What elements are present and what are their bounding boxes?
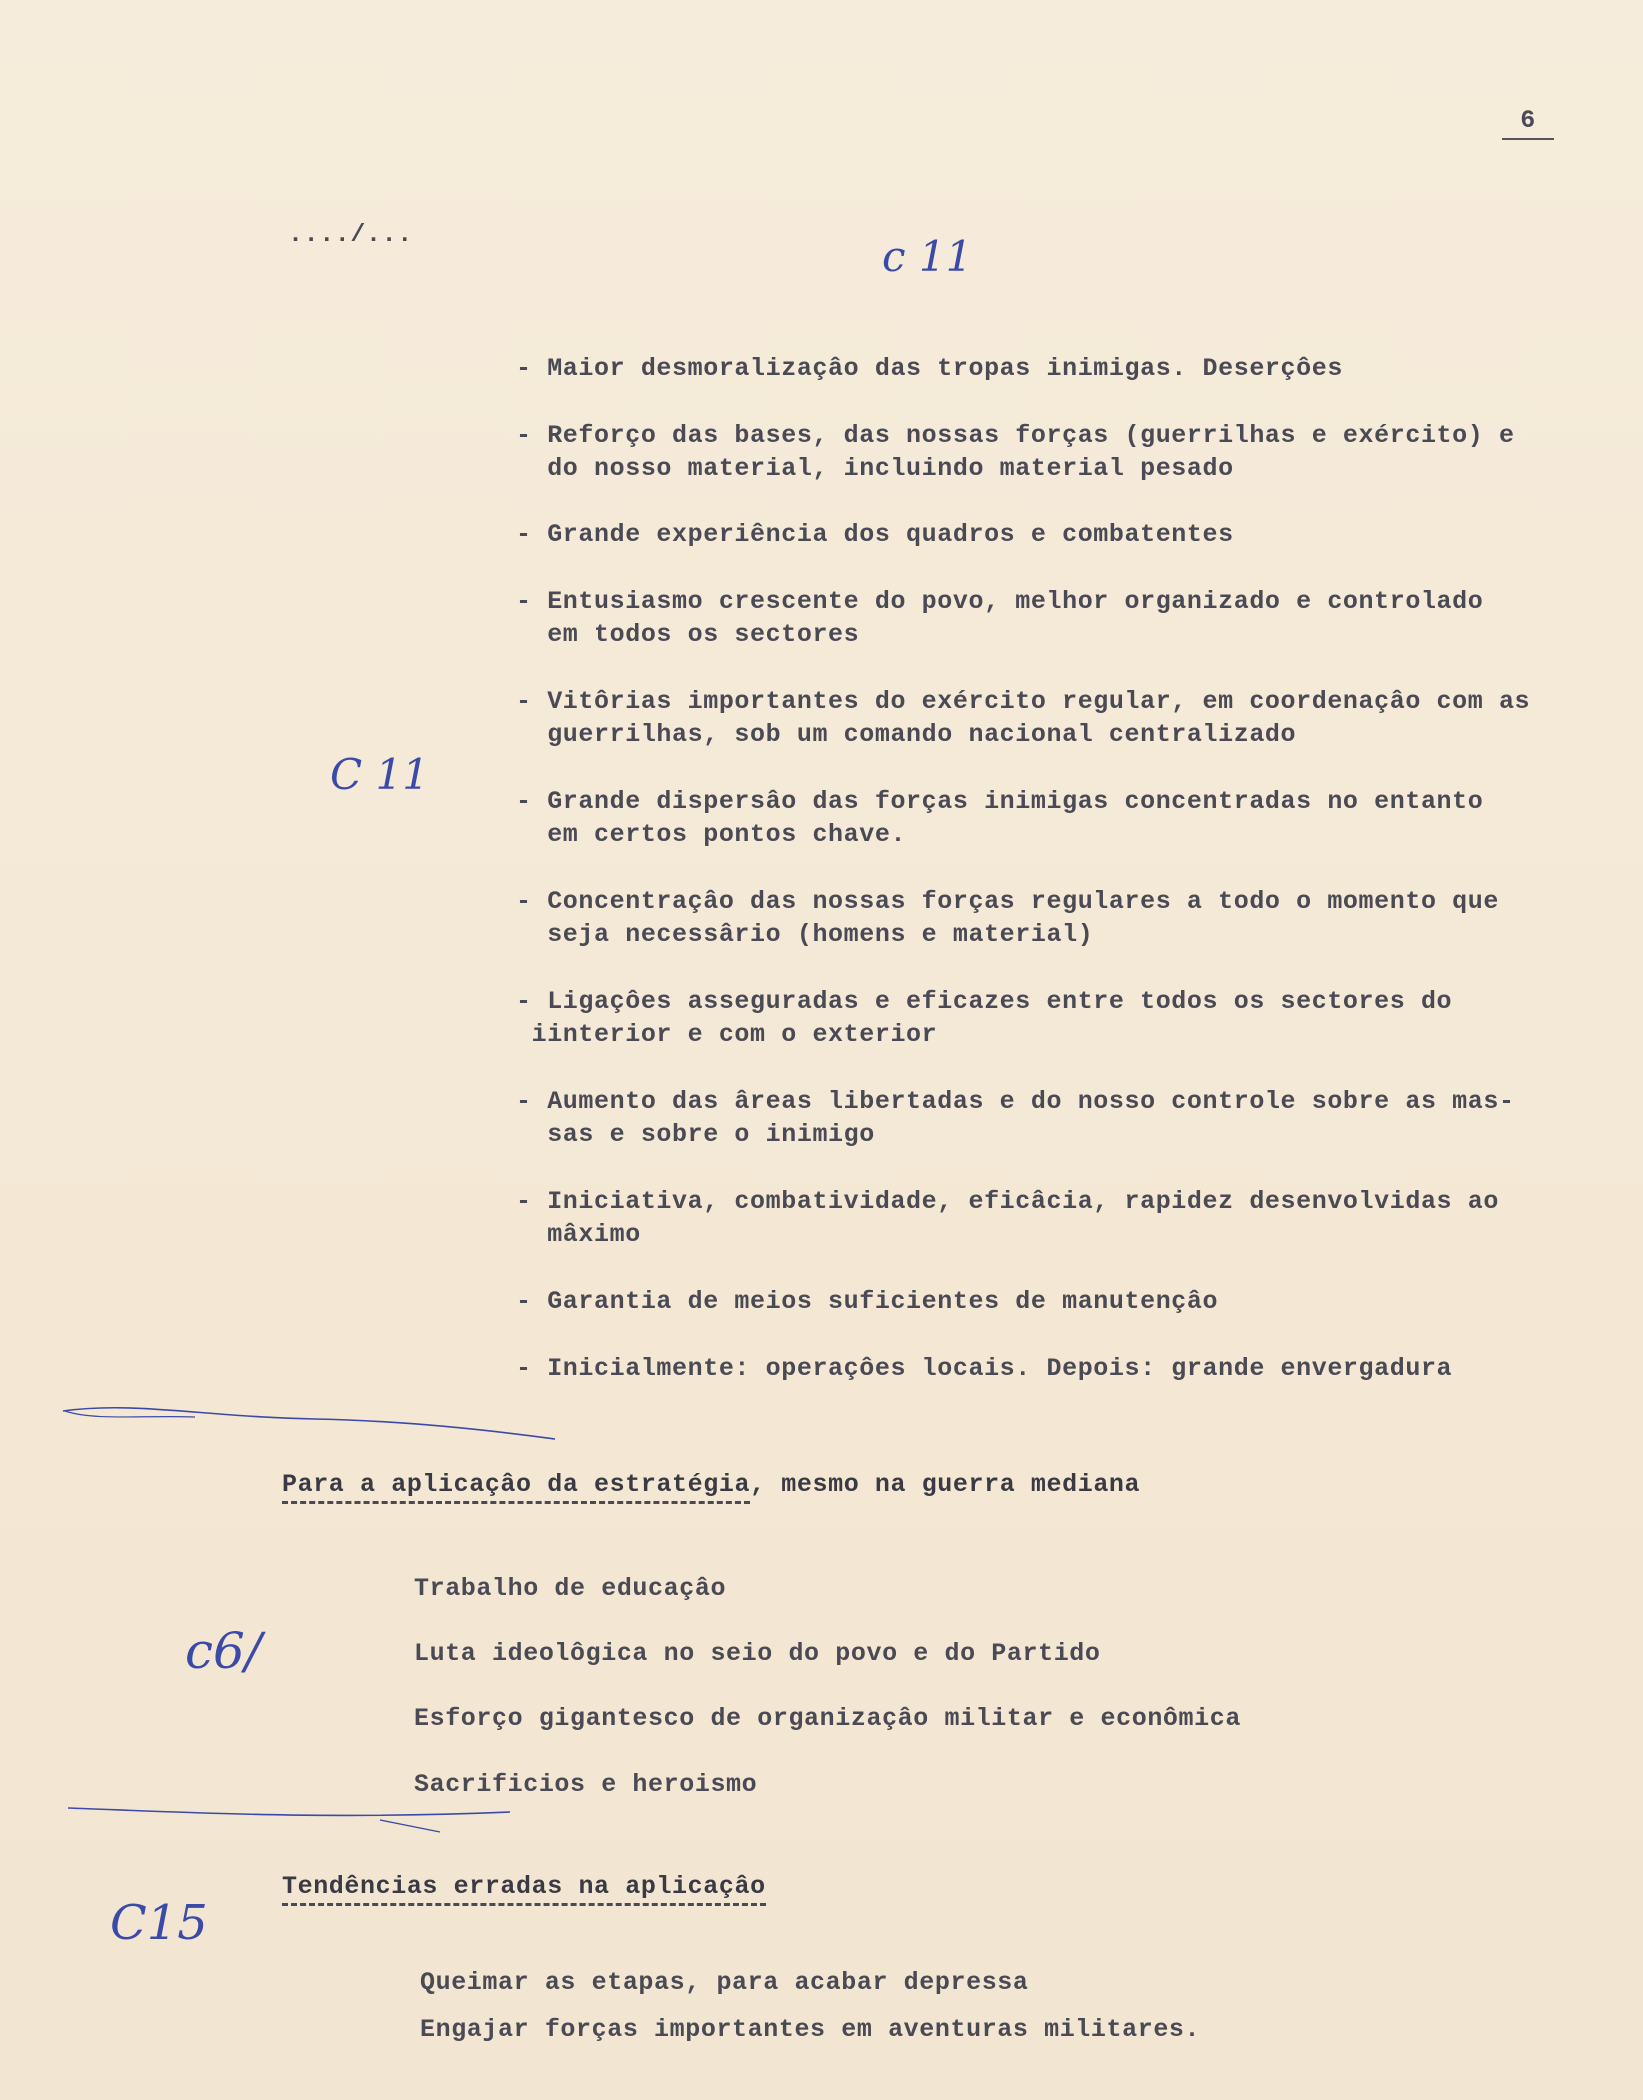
section-item: Queimar as etapas, para acabar depressa	[420, 1968, 1029, 1997]
bullet-line: em todos os sectores	[516, 620, 860, 649]
bullet-line: - Entusiasmo crescente do povo, melhor organizado e controlado	[516, 587, 1484, 616]
bullet-line: - Garantia de meios suficientes de manutençâo	[516, 1287, 1219, 1316]
section-heading	[282, 1470, 1140, 1499]
bullet-line: - Aumento das âreas libertadas e do nosso controle sobre as mas-	[516, 1087, 1515, 1116]
bullet-line: - Iniciativa, combatividade, eficâcia, rapidez desenvolvidas ao	[516, 1187, 1499, 1216]
bullet-line: - Ligaçôes asseguradas e eficazes entre todos os sectores do	[516, 987, 1453, 1016]
bullet-line: - Concentraçâo das nossas forças regulares a todo o momento que	[516, 887, 1499, 916]
section-heading-rest: , mesmo na guerra mediana	[750, 1470, 1141, 1499]
bullet-line: - Vitôrias importantes do exército regular, em coordenaçâo com as	[516, 687, 1531, 716]
bullet-line: - Inicialmente: operaçôes locais. Depois: grande envergadura	[516, 1354, 1453, 1383]
bullet-line: sas e sobre o inimigo	[516, 1120, 875, 1149]
section-heading-underlined: Para a aplicaçâo da estratégia	[282, 1470, 750, 1504]
margin-note: c6/	[185, 1622, 262, 1680]
margin-note: c 11	[882, 232, 973, 281]
bullet-line: seja necessârio (homens e material)	[516, 920, 1094, 949]
bullet-line: - Reforço das bases, das nossas forças (guerrilhas e exército) e	[516, 421, 1515, 450]
section-item: Luta ideolôgica no seio do povo e do Partido	[414, 1639, 1101, 1668]
bullet-line: guerrilhas, sob um comando nacional centralizado	[516, 720, 1297, 749]
margin-note: C 11	[330, 750, 429, 799]
bullet-line: do nosso material, incluindo material pesado	[516, 454, 1234, 483]
section-heading-underlined: Tendências erradas na aplicaçâo	[282, 1872, 766, 1906]
bullet-line: iinterior e com o exterior	[516, 1020, 938, 1049]
bullet-line: - Grande experiência dos quadros e combatentes	[516, 520, 1234, 549]
bullet-line: em certos pontos chave.	[516, 820, 907, 849]
section-heading	[282, 1872, 766, 1901]
pen-stroke-separator	[55, 1395, 575, 1445]
section-item: Engajar forças importantes em aventuras militares.	[420, 2015, 1201, 2044]
section-item: Sacrificios e heroismo	[414, 1770, 758, 1799]
section-item: Trabalho de educaçâo	[414, 1574, 727, 1603]
margin-note: C15	[110, 1895, 208, 1951]
section-item: Esforço gigantesco de organizaçâo militar e econômica	[414, 1704, 1241, 1733]
bullet-line: - Grande dispersâo das forças inimigas concentradas no entanto	[516, 787, 1484, 816]
bullet-line: mâximo	[516, 1220, 641, 1249]
pen-stroke-separator	[60, 1790, 530, 1840]
page-number: 6	[1502, 104, 1554, 140]
continuation-mark: ..../...	[288, 220, 413, 249]
bullet-line: - Maior desmoralizaçâo das tropas inimigas. Deserçôes	[516, 354, 1343, 383]
